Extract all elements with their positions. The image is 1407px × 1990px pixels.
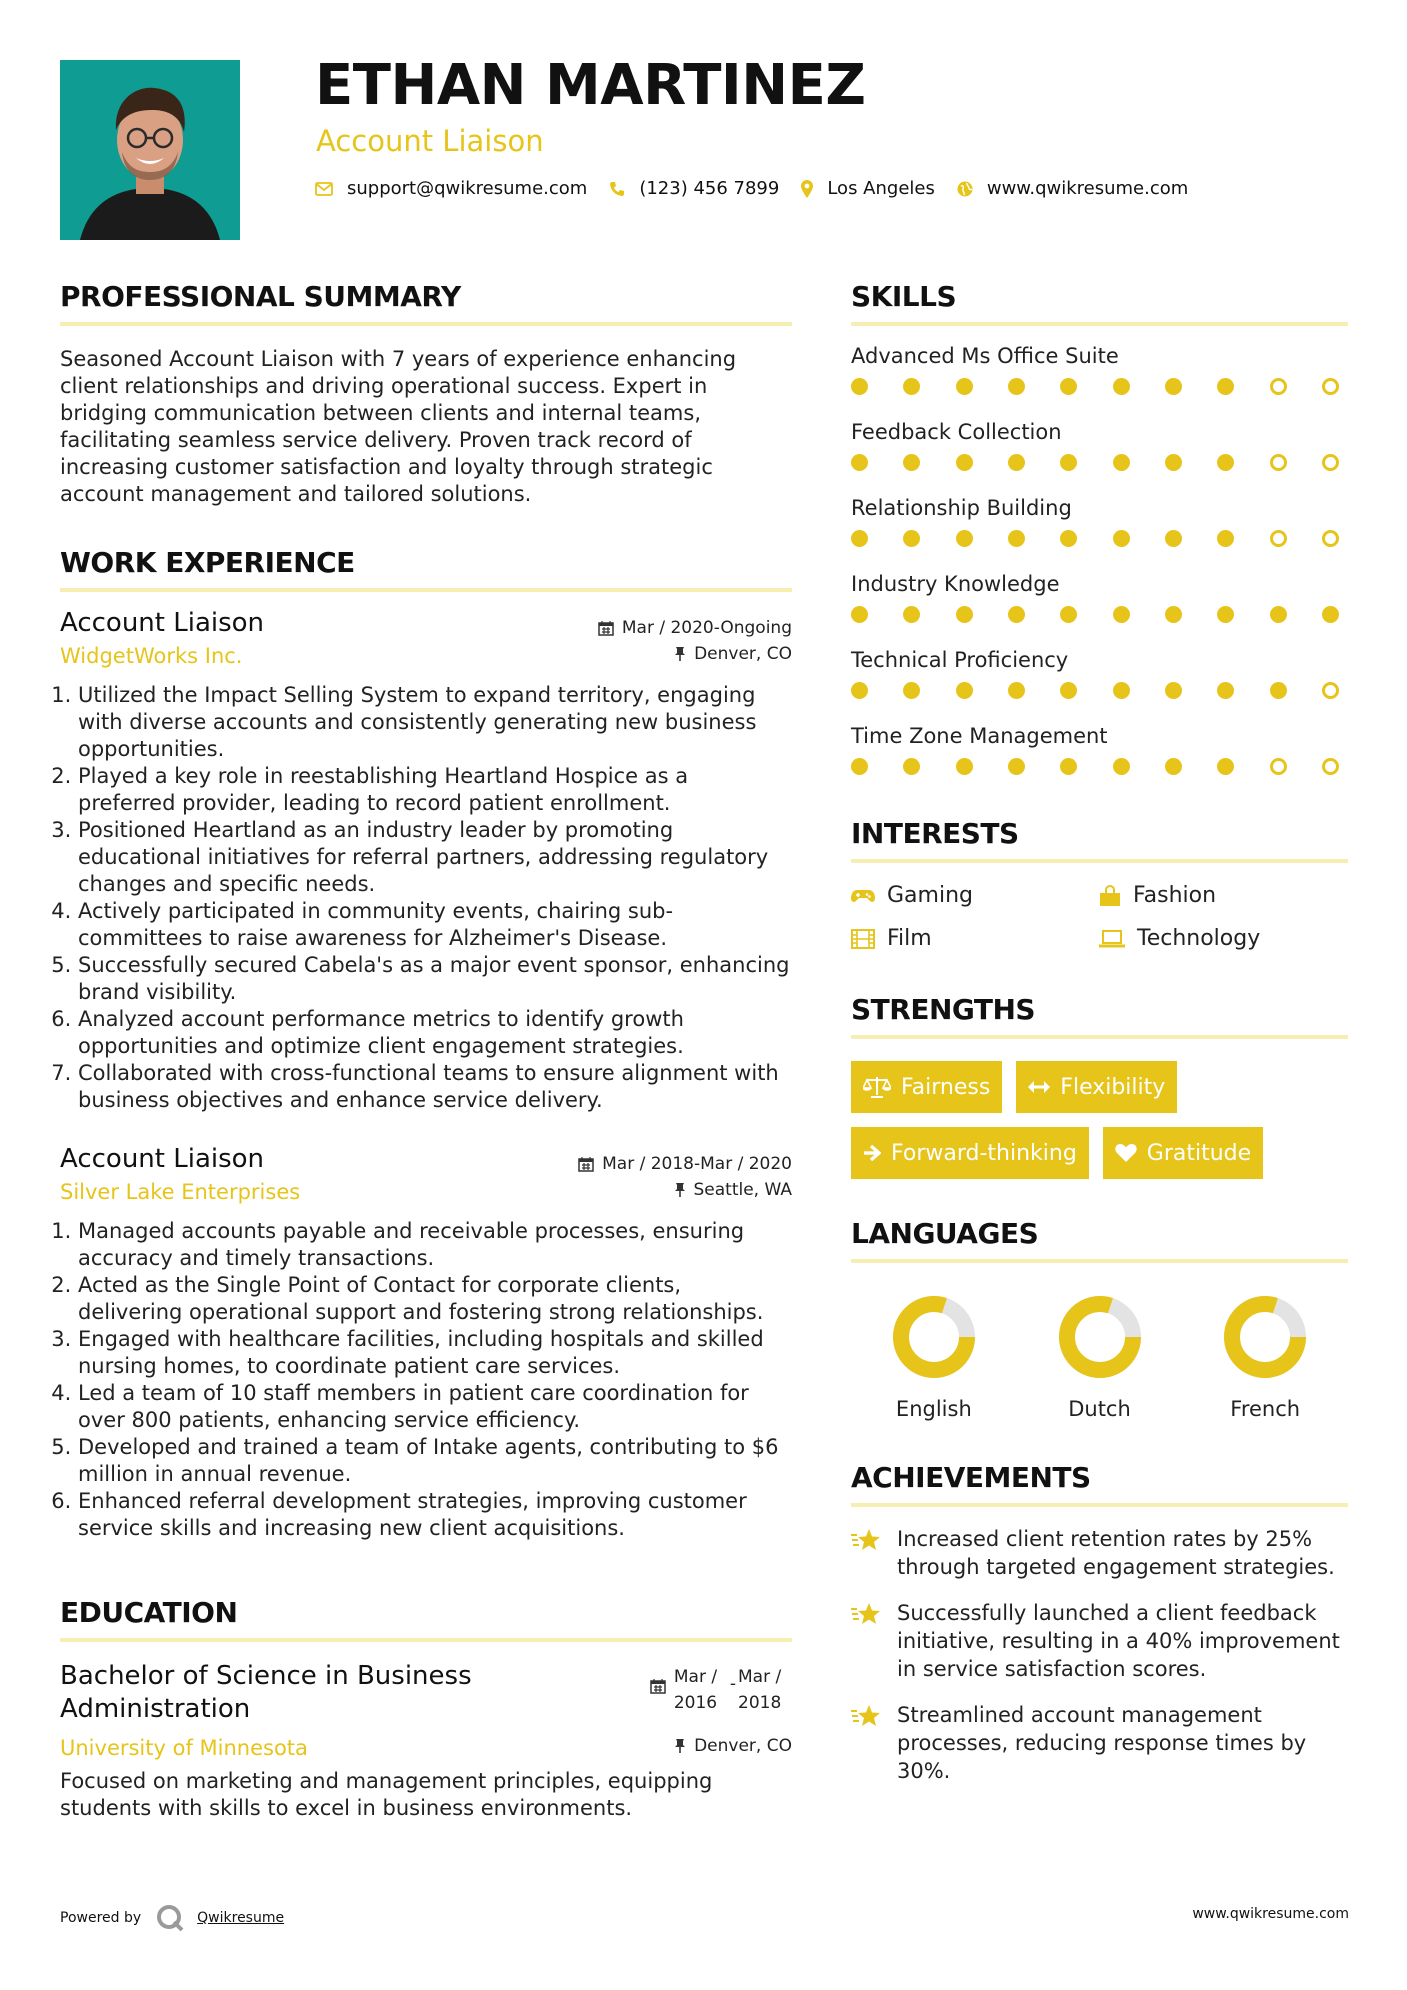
rating-dot-filled xyxy=(1113,378,1130,395)
laptop-icon xyxy=(1099,930,1125,948)
rating-dot-filled xyxy=(851,454,868,471)
achievement-text: Successfully launched a client feedback initiative, resulting in a 40% improvement in service satisfaction scores. xyxy=(897,1601,1340,1681)
rating-dot-filled xyxy=(1270,682,1287,699)
phone-icon xyxy=(609,181,625,197)
section-divider xyxy=(851,859,1348,863)
strength-badge xyxy=(1016,1061,1177,1113)
interest-label: Technology xyxy=(1137,926,1261,951)
profile-photo xyxy=(60,60,240,240)
rating-dot-filled xyxy=(903,530,920,547)
star-award-icon xyxy=(851,1703,883,1729)
skills-section xyxy=(851,278,1348,775)
education-start: Mar / 2016 xyxy=(673,1667,718,1713)
interest-item xyxy=(1099,926,1339,951)
summary-text: Seasoned Account Liaison with 7 years of experience enhancing client relationships and driving operational success. Expert in bridging communication between clients and internal teams, facilitating seamless service delivery. Proven track record of increasing customer satisfaction and loyalty through strategic account management and tailored solutions. xyxy=(60,347,737,506)
job-date xyxy=(598,618,792,638)
rating-dot-filled xyxy=(1008,530,1025,547)
website-text: www.qwikresume.com xyxy=(986,178,1189,199)
interest-label: Film xyxy=(887,926,932,951)
left-column xyxy=(60,278,792,1822)
skill-rating xyxy=(851,606,1339,623)
job-date-text: Mar / 2020-Ongoing xyxy=(621,618,792,638)
qwikresume-logo-icon xyxy=(155,1903,185,1933)
film-icon xyxy=(851,929,875,949)
shopping-bag-icon xyxy=(1099,885,1121,907)
rating-dot-filled xyxy=(1165,682,1182,699)
rating-dot-empty xyxy=(1270,530,1287,547)
job-entry xyxy=(60,1144,792,1542)
job-location xyxy=(674,1180,793,1200)
star-award-icon xyxy=(851,1527,883,1553)
job-location-text: Seattle, WA xyxy=(693,1180,792,1200)
calendar-icon xyxy=(598,620,614,636)
arrow-right-icon xyxy=(863,1144,881,1162)
language-name: Dutch xyxy=(1068,1397,1131,1421)
rating-dot-filled xyxy=(1113,758,1130,775)
candidate-title: Account Liaison xyxy=(316,124,544,158)
company-name: WidgetWorks Inc. xyxy=(60,644,243,668)
skill-rating xyxy=(851,530,1339,547)
skills-list xyxy=(851,342,1348,775)
contact-phone[interactable] xyxy=(609,178,779,199)
contact-email[interactable] xyxy=(315,178,587,199)
list-item: 5. Developed and trained a team of Intake agents, contributing to $6 million in annual revenue. xyxy=(78,1434,792,1488)
language-proficiency-donut xyxy=(890,1293,978,1381)
calendar-icon xyxy=(578,1156,594,1172)
globe-icon xyxy=(957,181,973,197)
rating-dot-filled xyxy=(1008,378,1025,395)
interest-item xyxy=(1099,883,1339,908)
rating-dot-filled xyxy=(1113,606,1130,623)
strength-label: Flexibility xyxy=(1060,1074,1166,1100)
language-item xyxy=(1182,1293,1348,1421)
pushpin-icon xyxy=(674,646,686,662)
skill-item xyxy=(851,494,1348,547)
section-divider xyxy=(851,1035,1348,1039)
envelope-icon xyxy=(315,182,333,196)
rating-dot-empty xyxy=(1322,758,1339,775)
achievements-heading: ACHIEVEMENTS xyxy=(851,1461,1091,1494)
strength-label: Forward-thinking xyxy=(891,1140,1077,1166)
location-text: Los Angeles xyxy=(827,178,935,199)
rating-dot-filled xyxy=(903,378,920,395)
achievement-item xyxy=(851,1701,1348,1785)
rating-dot-filled xyxy=(1270,606,1287,623)
strength-badge xyxy=(851,1061,1002,1113)
map-pin-icon xyxy=(801,180,813,198)
rating-dot-filled xyxy=(956,530,973,547)
rating-dot-filled xyxy=(1060,530,1077,547)
rating-dot-filled xyxy=(903,758,920,775)
rating-dot-filled xyxy=(1165,758,1182,775)
list-item: 3. Positioned Heartland as an industry leader by promoting educational initiatives for referral partners, addressing regulatory changes and specific needs. xyxy=(78,817,792,898)
language-proficiency-donut xyxy=(1221,1293,1309,1381)
heart-icon xyxy=(1115,1143,1137,1163)
interest-label: Fashion xyxy=(1133,883,1217,908)
school-name: University of Minnesota xyxy=(60,1736,308,1760)
education-date xyxy=(650,1664,792,1716)
skill-name: Industry Knowledge xyxy=(851,572,1060,596)
job-date-text: Mar / 2018-Mar / 2020 xyxy=(602,1154,792,1174)
rating-dot-filled xyxy=(956,758,973,775)
rating-dot-filled xyxy=(1217,758,1234,775)
rating-dot-empty xyxy=(1322,530,1339,547)
rating-dot-empty xyxy=(1270,758,1287,775)
achievement-item xyxy=(851,1525,1348,1581)
rating-dot-filled xyxy=(1060,758,1077,775)
rating-dot-filled xyxy=(1217,530,1234,547)
rating-dot-filled xyxy=(956,682,973,699)
rating-dot-filled xyxy=(1113,682,1130,699)
list-item: 4. Actively participated in community events, chairing sub-committees to raise awareness for Alzheimer's Disease. xyxy=(78,898,792,952)
company-name: Silver Lake Enterprises xyxy=(60,1180,301,1204)
candidate-name: ETHAN MARTINEZ xyxy=(315,53,866,118)
email-text: support@qwikresume.com xyxy=(347,178,588,199)
education-description: Focused on marketing and management principles, equipping students with skills to excel in business environments. xyxy=(60,1769,713,1820)
list-item: 6. Enhanced referral development strategies, improving customer service skills and increasing new client acquisitions. xyxy=(78,1488,792,1542)
language-name: English xyxy=(895,1397,972,1421)
rating-dot-filled xyxy=(1217,378,1234,395)
education-end: Mar / 2018 xyxy=(738,1667,782,1713)
languages-list xyxy=(851,1293,1348,1421)
list-item: 7. Collaborated with cross-functional teams to ensure alignment with business objectives and enhance service delivery. xyxy=(78,1060,792,1114)
gamepad-icon xyxy=(851,888,875,904)
list-item: 5. Successfully secured Cabela's as a major event sponsor, enhancing brand visibility. xyxy=(78,952,792,1006)
contact-bar xyxy=(315,178,1210,199)
strength-badge xyxy=(851,1127,1089,1179)
rating-dot-filled xyxy=(1113,454,1130,471)
footer-url[interactable]: www.qwikresume.com xyxy=(1192,1906,1349,1922)
skill-rating xyxy=(851,758,1339,775)
skill-rating xyxy=(851,682,1339,699)
degree-title: Bachelor of Science in Business Administration xyxy=(60,1661,472,1724)
rating-dot-filled xyxy=(1008,454,1025,471)
education-heading: EDUCATION xyxy=(60,1596,238,1629)
rating-dot-filled xyxy=(1060,378,1077,395)
rating-dot-empty xyxy=(1322,378,1339,395)
list-item: 6. Analyzed account performance metrics to identify growth opportunities and optimize client engagement strategies. xyxy=(78,1006,792,1060)
education-location xyxy=(674,1736,792,1756)
qwikresume-link[interactable]: Qwikresume xyxy=(197,1910,285,1926)
rating-dot-filled xyxy=(956,378,973,395)
job-entry xyxy=(60,608,792,1114)
rating-dot-filled xyxy=(903,454,920,471)
rating-dot-filled xyxy=(903,682,920,699)
powered-by-text: Powered by xyxy=(60,1910,142,1926)
job-date xyxy=(578,1154,792,1174)
strength-label: Fairness xyxy=(901,1074,991,1100)
rating-dot-filled xyxy=(903,606,920,623)
skill-item xyxy=(851,342,1348,395)
achievement-text: Streamlined account management processes, reducing response times by 30%. xyxy=(897,1703,1307,1783)
rating-dot-filled xyxy=(1217,454,1234,471)
skill-rating xyxy=(851,378,1339,395)
list-item: 1. Utilized the Impact Selling System to expand territory, engaging with diverse accounts and consistently generating new business opportunities. xyxy=(78,682,792,763)
skill-item xyxy=(851,418,1348,471)
section-divider xyxy=(60,588,792,592)
interest-label: Gaming xyxy=(887,883,973,908)
job-title: Account Liaison xyxy=(60,1144,265,1174)
strengths-heading: STRENGTHS xyxy=(851,993,1036,1026)
strength-badge xyxy=(1103,1127,1263,1179)
list-item: 2. Played a key role in reestablishing Heartland Hospice as a preferred provider, leading to record patient enrollment. xyxy=(78,763,792,817)
balance-scale-icon xyxy=(863,1076,891,1098)
achievements-section xyxy=(851,1459,1348,1785)
education-section xyxy=(60,1594,792,1822)
rating-dot-filled xyxy=(1322,606,1339,623)
rating-dot-filled xyxy=(1060,682,1077,699)
skill-item xyxy=(851,570,1348,623)
summary-section xyxy=(60,278,792,508)
interest-item xyxy=(851,883,1099,908)
footer-powered-by xyxy=(60,1903,284,1933)
contact-location xyxy=(801,178,935,199)
education-date-separator: - xyxy=(729,1674,736,1694)
skills-heading: SKILLS xyxy=(851,280,957,313)
list-item: 3. Engaged with healthcare facilities, including hospitals and skilled nursing homes, to coordinate patient care services. xyxy=(78,1326,792,1380)
skill-name: Relationship Building xyxy=(851,496,1072,520)
phone-text: (123) 456 7899 xyxy=(639,178,780,199)
interests-section xyxy=(851,815,1348,951)
rating-dot-filled xyxy=(1008,682,1025,699)
job-location-text: Denver, CO xyxy=(694,644,792,664)
education-location-text: Denver, CO xyxy=(694,1736,792,1756)
rating-dot-empty xyxy=(1322,454,1339,471)
rating-dot-filled xyxy=(1217,682,1234,699)
list-item: 4. Led a team of 10 staff members in patient care coordination for over 800 patients, enhancing service efficiency. xyxy=(78,1380,792,1434)
arrows-horizontal-icon xyxy=(1028,1080,1050,1094)
rating-dot-filled xyxy=(851,530,868,547)
job-location xyxy=(674,644,792,664)
section-divider xyxy=(60,322,792,326)
rating-dot-filled xyxy=(1060,454,1077,471)
skill-item xyxy=(851,722,1348,775)
experience-section xyxy=(60,544,792,1542)
pushpin-icon xyxy=(674,1738,686,1754)
strengths-section xyxy=(851,991,1348,1179)
skill-name: Technical Proficiency xyxy=(851,648,1069,672)
rating-dot-filled xyxy=(1008,606,1025,623)
rating-dot-filled xyxy=(956,454,973,471)
languages-section xyxy=(851,1215,1348,1421)
rating-dot-filled xyxy=(956,606,973,623)
language-item xyxy=(1017,1293,1183,1421)
section-divider xyxy=(851,322,1348,326)
skill-item xyxy=(851,646,1348,699)
rating-dot-filled xyxy=(1060,606,1077,623)
section-divider xyxy=(851,1259,1348,1263)
rating-dot-filled xyxy=(1165,606,1182,623)
section-divider xyxy=(851,1503,1348,1507)
summary-heading: PROFESSIONAL SUMMARY xyxy=(60,280,461,313)
star-award-icon xyxy=(851,1601,883,1627)
rating-dot-filled xyxy=(1165,378,1182,395)
list-item: 2. Acted as the Single Point of Contact for corporate clients, delivering operational support and fostering strong relationships. xyxy=(78,1272,792,1326)
rating-dot-filled xyxy=(851,758,868,775)
achievement-item xyxy=(851,1599,1348,1683)
rating-dot-empty xyxy=(1270,454,1287,471)
contact-website[interactable] xyxy=(957,178,1188,199)
rating-dot-filled xyxy=(1217,606,1234,623)
right-column xyxy=(851,278,1348,1785)
pushpin-icon xyxy=(674,1182,686,1198)
rating-dot-filled xyxy=(1113,530,1130,547)
rating-dot-filled xyxy=(851,378,868,395)
interests-heading: INTERESTS xyxy=(851,817,1019,850)
skill-name: Feedback Collection xyxy=(851,420,1062,444)
rating-dot-filled xyxy=(851,682,868,699)
skill-name: Advanced Ms Office Suite xyxy=(851,344,1119,368)
rating-dot-empty xyxy=(1322,682,1339,699)
skill-rating xyxy=(851,454,1339,471)
rating-dot-filled xyxy=(1165,454,1182,471)
section-divider xyxy=(60,1638,792,1642)
skill-name: Time Zone Management xyxy=(851,724,1108,748)
language-name: French xyxy=(1230,1397,1301,1421)
language-proficiency-donut xyxy=(1056,1293,1144,1381)
list-item: 1. Managed accounts payable and receivable processes, ensuring accuracy and timely transactions. xyxy=(78,1218,792,1272)
language-item xyxy=(851,1293,1017,1421)
achievement-text: Increased client retention rates by 25% through targeted engagement strategies. xyxy=(897,1527,1335,1579)
experience-heading: WORK EXPERIENCE xyxy=(60,546,355,579)
calendar-icon xyxy=(650,1678,666,1694)
rating-dot-filled xyxy=(851,606,868,623)
languages-heading: LANGUAGES xyxy=(851,1217,1039,1250)
rating-dot-filled xyxy=(1165,530,1182,547)
strength-label: Gratitude xyxy=(1146,1140,1252,1166)
job-title: Account Liaison xyxy=(60,608,265,638)
job-bullets xyxy=(60,682,792,1114)
rating-dot-empty xyxy=(1270,378,1287,395)
interest-item xyxy=(851,926,1099,951)
job-bullets xyxy=(60,1218,792,1542)
rating-dot-filled xyxy=(1008,758,1025,775)
